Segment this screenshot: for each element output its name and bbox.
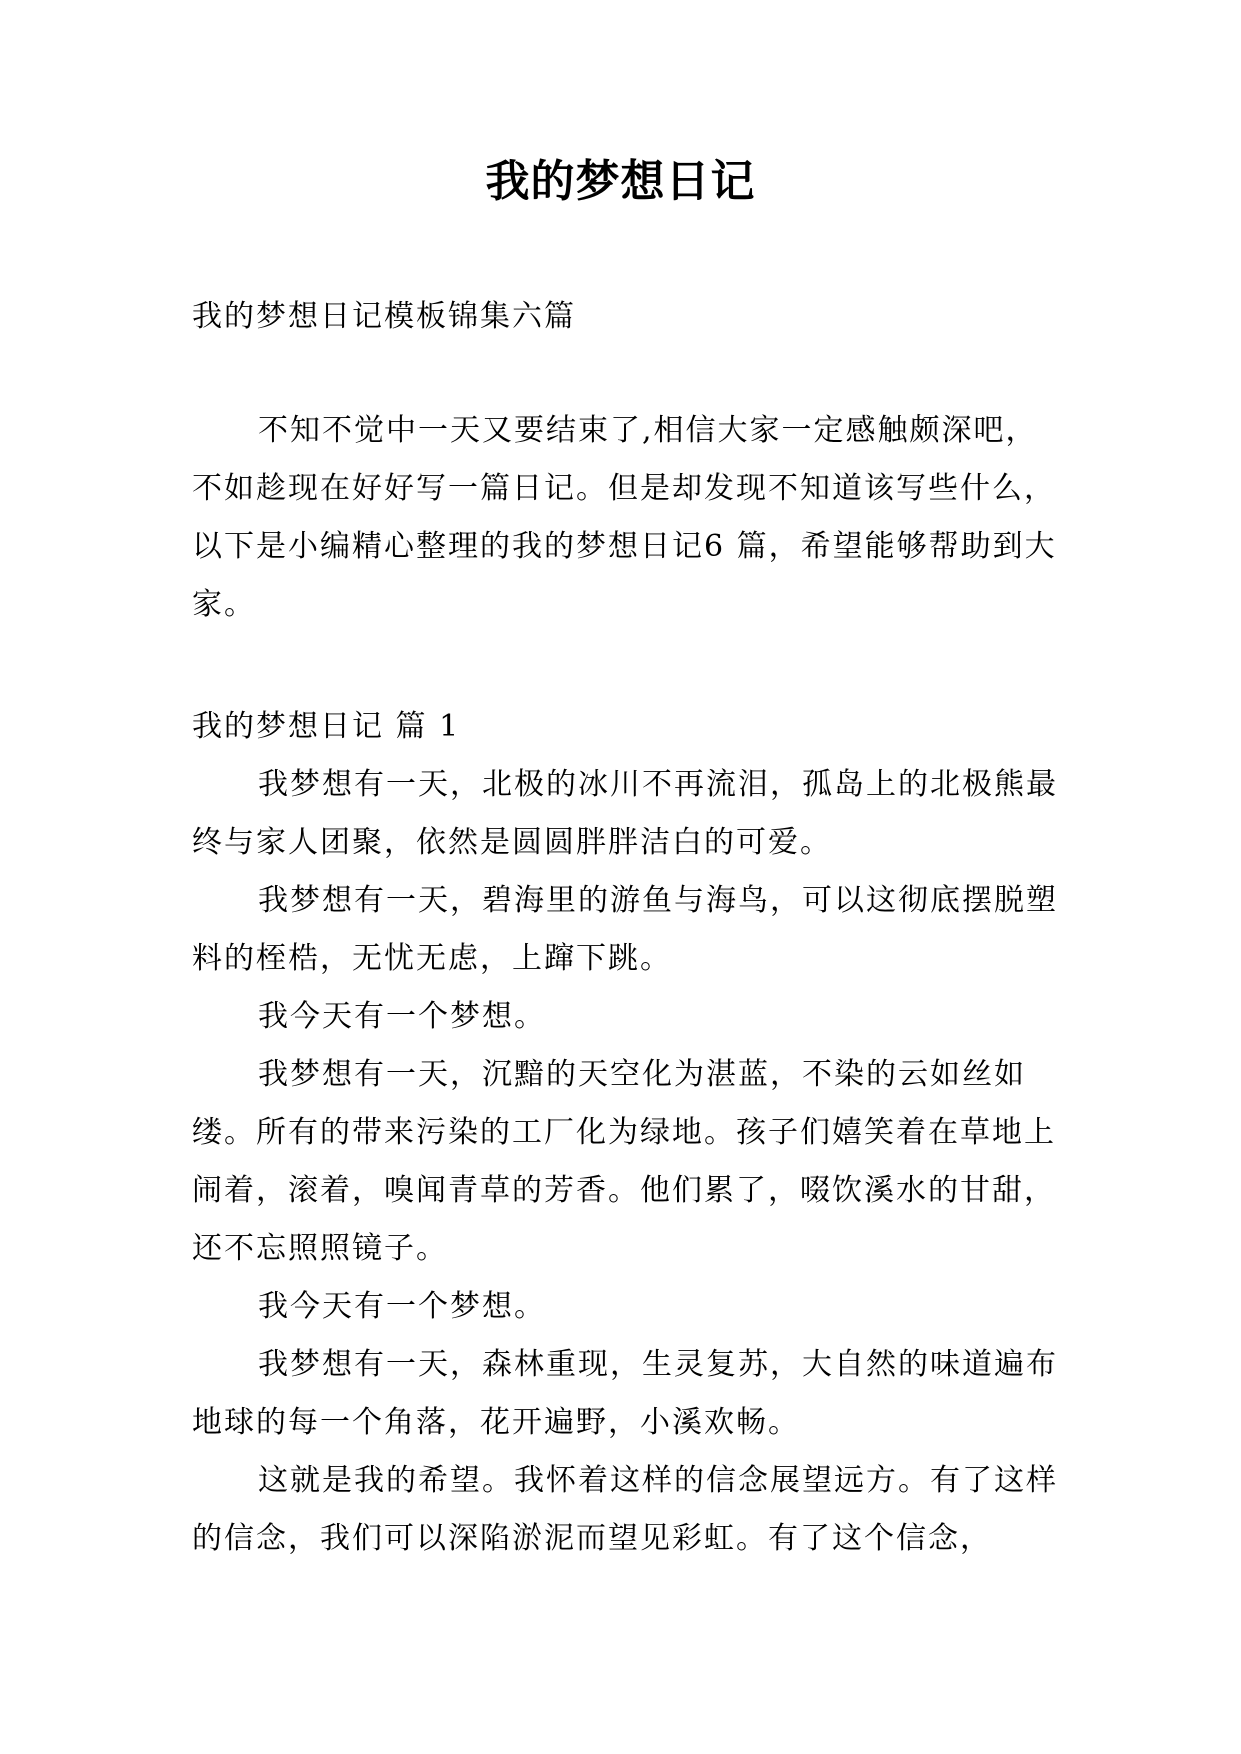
document-subtitle: 我的梦想日记模板锦集六篇 xyxy=(192,299,576,334)
body-paragraph: 我梦想有一天，沉黯的天空化为湛蓝，不染的云如丝如缕。所有的带来污染的工厂化为绿地。孩子们嬉笑着在草地上闹着，滚着，嗅闻青草的芳香。他们累了，啜饮溪水的甘甜，还不忘照照镜子。 xyxy=(192,1057,1056,1266)
body-paragraph: 我梦想有一天，北极的冰川不再流泪，孤岛上的北极熊最终与家人团聚，依然是圆圆胖胖洁白的可爱。 xyxy=(192,767,1058,860)
diary-section-1 xyxy=(192,698,1062,1568)
body-paragraph: 我今天有一个梦想。 xyxy=(258,999,546,1034)
body-paragraph: 我梦想有一天，森林重现，生灵复苏，大自然的味道遍布地球的每一个角落，花开遍野，小溪欢畅。 xyxy=(192,1347,1058,1440)
section-heading: 我的梦想日记 篇 1 xyxy=(192,709,461,744)
intro-paragraph: 不知不觉中一天又要结束了,相信大家一定感触颇深吧，不如趁现在好好写一篇日记。但是却发现不知道该写些什么，以下是小编精心整理的我的梦想日记6 篇，希望能够帮助到大家。 xyxy=(192,413,1057,622)
document-title: 我的梦想日记 xyxy=(485,156,756,207)
body-paragraph: 我梦想有一天，碧海里的游鱼与海鸟，可以这彻底摆脱塑料的桎梏，无忧无虑，上蹿下跳。 xyxy=(192,883,1058,976)
body-paragraph: 我今天有一个梦想。 xyxy=(258,1289,546,1324)
body-paragraph: 这就是我的希望。我怀着这样的信念展望远方。有了这样的信念，我们可以深陷淤泥而望见彩虹。有了这个信念， xyxy=(192,1463,1058,1556)
